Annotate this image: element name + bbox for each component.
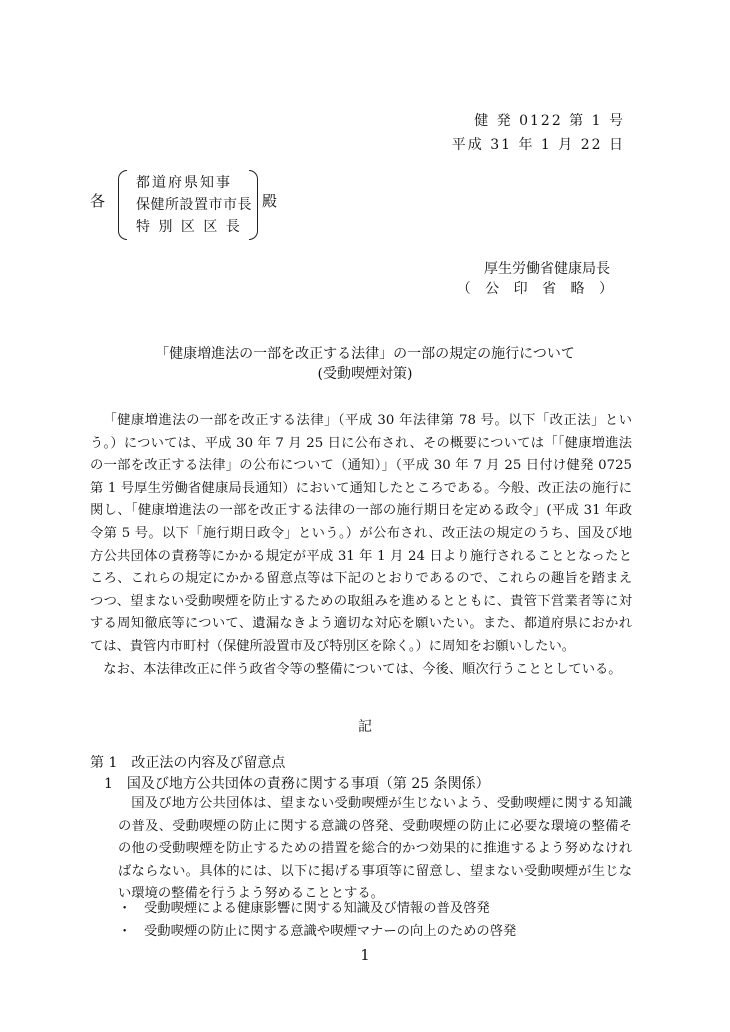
recipient-city-mayor: 保健所設置市市長	[136, 197, 252, 213]
recipient-governor: 都道府県知事	[136, 175, 232, 191]
issuer-name: 厚生労働省健康局長	[484, 261, 610, 277]
addressee-block	[118, 170, 258, 240]
addressee-suffix: 殿	[262, 192, 278, 210]
body-paragraph-1: 「健康増進法の一部を改正する法律」（平成 30 年法律第 78 号。以下「改正法」という。）については、平成 30 年 7 月 25 日に公布され、その概要については「「健康増進法の一部を改正する法律」の公布について（通知）」（平成 30 年 7 月 25 日付け健発 0725 第 1 号厚生労働省健康局長通知）において通知したところである。今般、改正法の施行に関し、「健康増進法の一部を改正する法律の一部の施行期日を定める政令」(平成 31 年政令第 5 号。以下「施行期日政令」という。）が公布され、改正法の規定のうち、国及び地方公共団体の責務等にかかる規定が平成 31 年 1 月 24 日より施行されることとなったところ、これらの規定にかかる留意点等は下記のとおりであるので、これらの趣旨を踏まえつつ、望まない受動喫煙を防止するための取組みを進めるとともに、貴管下営業者等に対する周知徹底等について、遺漏なきよう適切な対応を願いたい。また、都道府県におかれては、貴管内市町村（保健所設置市及び特別区を除く。）に周知をお願いしたい。	[90, 413, 632, 654]
ki-label: 記	[358, 719, 372, 735]
list-item-text: 受動喫煙の防止に関する意識や喫煙マナーの向上のための啓発	[144, 924, 517, 939]
left-bracket	[118, 170, 127, 240]
right-bracket	[249, 170, 258, 240]
document-title: 「健康増進法の一部を改正する法律」の一部の規定の施行について	[155, 346, 575, 362]
subsection-heading: 1 国及び地方公共団体の責務に関する事項（第 25 条関係）	[104, 776, 490, 792]
document-subtitle: (受動喫煙対策)	[317, 366, 413, 382]
list-item-text: 受動喫煙による健康影響に関する知識及び情報の普及啓発	[144, 901, 490, 916]
document-date: 平成 31 年 1 月 22 日	[451, 137, 625, 153]
seal-omitted-note: （ 公 印 省 略 ）	[456, 281, 618, 297]
section-heading: 第 1 改正法の内容及び留意点	[90, 755, 286, 771]
body-text	[90, 410, 632, 681]
addressee-prefix: 各	[90, 192, 106, 210]
subsection-body	[118, 793, 632, 906]
recipient-ward-mayor: 特 別 区 区 長	[136, 219, 242, 235]
bullet-mark: ・	[118, 901, 132, 916]
subsection-paragraph: 国及び地方公共団体は、望まない受動喫煙が生じないよう、受動喫煙に関する知識の普及、受動喫煙の防止に関する意識の啓発、受動喫煙の防止に必要な環境の整備その他の受動喫煙を防止するための措置を総合的かつ効果的に推進するよう努めなければならない。具体的には、以下に掲げる事項等に留意し、望まない受動喫煙が生じない環境の整備を行うよう努めることとする。	[118, 796, 632, 902]
list-item	[118, 897, 490, 916]
document-number: 健 発 0122 第 1 号	[474, 113, 625, 129]
list-item	[118, 920, 516, 939]
page-number: 1	[360, 946, 370, 964]
bullet-mark: ・	[118, 924, 132, 939]
body-paragraph-2: なお、本法律改正に伴う政省令等の整備については、今後、順次行うこととしている。	[103, 661, 622, 677]
